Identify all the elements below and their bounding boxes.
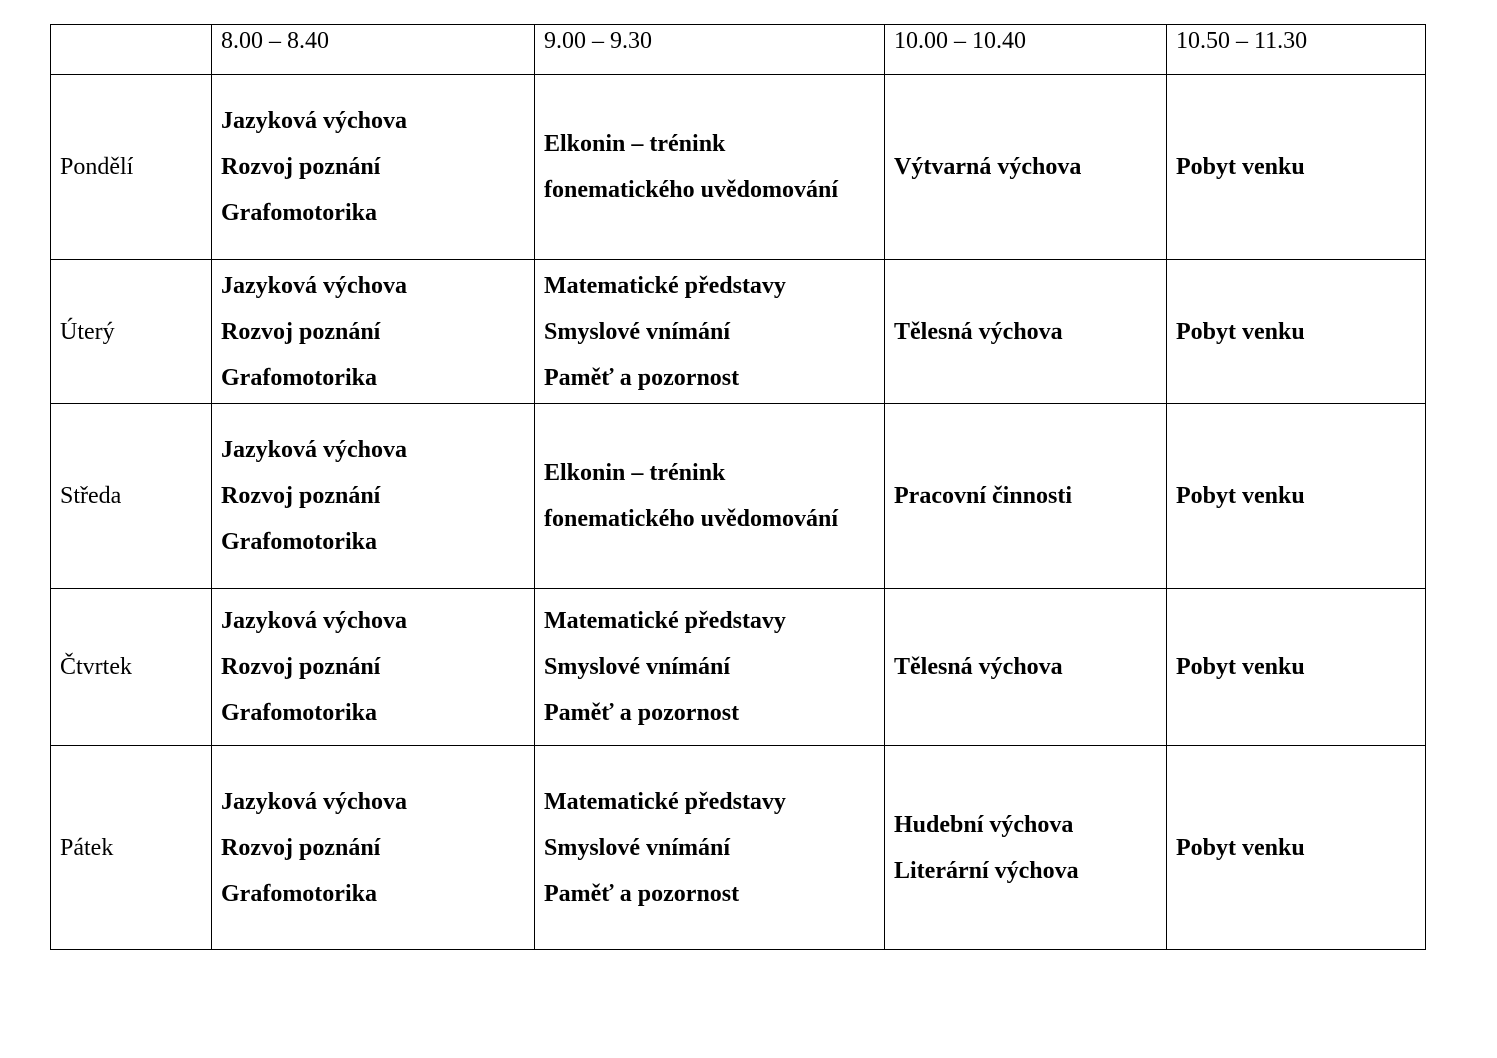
- subject-name: Hudební výchova: [894, 811, 1074, 838]
- lesson-cell: [885, 404, 1167, 589]
- subject-name: Pobyt venku: [1176, 834, 1305, 861]
- subject-name: Grafomotorika: [221, 529, 377, 555]
- subject-name: Elkonin – trénink: [544, 131, 726, 157]
- subject-name: Smyslové vnímání: [544, 654, 731, 680]
- subject-name: Tělesná výchova: [894, 654, 1063, 680]
- day-label: Pátek: [60, 834, 114, 861]
- lesson-cell: [1167, 746, 1426, 950]
- subject-name: Matematické představy: [544, 608, 786, 634]
- day-cell: [51, 260, 212, 404]
- lesson-cell: [1167, 404, 1426, 589]
- subject-name: Grafomotorika: [221, 700, 377, 726]
- subject-name: Rozvoj poznání: [221, 483, 381, 509]
- subject-name: Rozvoj poznání: [221, 318, 381, 345]
- lesson-cell: [535, 260, 885, 404]
- lesson-cell: [885, 589, 1167, 746]
- day-cell: [51, 404, 212, 589]
- subject-name: Grafomotorika: [221, 200, 377, 226]
- day-label: Středa: [60, 483, 122, 509]
- subject-name: Pracovní činnosti: [894, 483, 1072, 509]
- time-slot-header: 10.50 – 11.30: [1167, 25, 1426, 75]
- weekly-schedule-table: [50, 24, 1426, 950]
- lesson-cell: [212, 404, 535, 589]
- lesson-cell: [1167, 589, 1426, 746]
- subject-name: Jazyková výchova: [221, 272, 407, 299]
- lesson-cell: [535, 75, 885, 260]
- subject-name: Tělesná výchova: [894, 318, 1063, 345]
- subject-name: Matematické představy: [544, 788, 786, 815]
- subject-name: Rozvoj poznání: [221, 834, 381, 861]
- day-label: Čtvrtek: [60, 654, 132, 680]
- lesson-cell: [885, 75, 1167, 260]
- lesson-cell: [212, 589, 535, 746]
- subject-name: Jazyková výchova: [221, 108, 407, 134]
- lesson-cell: [535, 404, 885, 589]
- time-slot-header: 10.00 – 10.40: [885, 25, 1167, 75]
- subject-name: Paměť a pozornost: [544, 700, 740, 726]
- subject-name: Grafomotorika: [221, 880, 377, 907]
- day-cell: [51, 746, 212, 950]
- day-label: Úterý: [60, 318, 115, 345]
- subject-name: Rozvoj poznání: [221, 654, 381, 680]
- lesson-cell: [885, 260, 1167, 404]
- subject-name: Jazyková výchova: [221, 608, 407, 634]
- subject-name: Jazyková výchova: [221, 788, 407, 815]
- subject-name: Smyslové vnímání: [544, 834, 731, 861]
- day-row: [51, 746, 1426, 950]
- lesson-cell: [885, 746, 1167, 950]
- lesson-cell: [212, 260, 535, 404]
- day-cell: [51, 589, 212, 746]
- day-row: [51, 404, 1426, 589]
- subject-name: fonematického uvědomování: [544, 177, 838, 203]
- subject-name: Pobyt venku: [1176, 154, 1305, 180]
- day-cell: [51, 75, 212, 260]
- lesson-cell: [212, 746, 535, 950]
- lesson-cell: [1167, 260, 1426, 404]
- subject-name: Výtvarná výchova: [894, 154, 1082, 180]
- corner-cell: [51, 25, 212, 75]
- subject-name: Grafomotorika: [221, 364, 377, 391]
- subject-name: Pobyt venku: [1176, 654, 1305, 680]
- subject-name: Pobyt venku: [1176, 483, 1305, 509]
- lesson-cell: [1167, 75, 1426, 260]
- subject-name: Literární výchova: [894, 857, 1079, 884]
- subject-name: Elkonin – trénink: [544, 460, 726, 486]
- day-row: [51, 260, 1426, 404]
- subject-name: Jazyková výchova: [221, 437, 407, 463]
- day-row: [51, 589, 1426, 746]
- subject-name: fonematického uvědomování: [544, 506, 838, 532]
- subject-name: Paměť a pozornost: [544, 880, 740, 907]
- subject-name: Pobyt venku: [1176, 318, 1305, 345]
- lesson-cell: [535, 746, 885, 950]
- subject-name: Smyslové vnímání: [544, 318, 731, 345]
- time-slot-header: 8.00 – 8.40: [212, 25, 535, 75]
- day-row: [51, 75, 1426, 260]
- subject-name: Paměť a pozornost: [544, 364, 740, 391]
- time-slot-header: 9.00 – 9.30: [535, 25, 885, 75]
- subject-name: Rozvoj poznání: [221, 154, 381, 180]
- subject-name: Matematické představy: [544, 272, 786, 299]
- time-header-row: [51, 25, 1426, 75]
- lesson-cell: [535, 589, 885, 746]
- lesson-cell: [212, 75, 535, 260]
- day-label: Pondělí: [60, 154, 134, 180]
